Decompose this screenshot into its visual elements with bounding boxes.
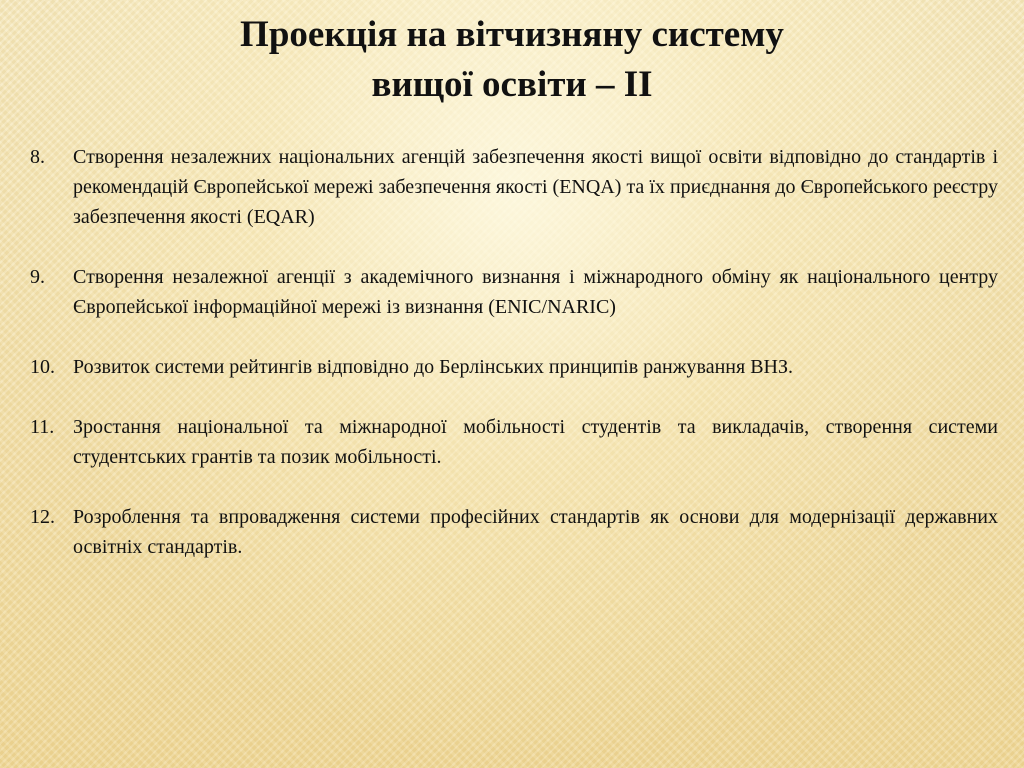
list-item-number: 8. (30, 146, 45, 168)
list-item (30, 412, 998, 472)
slide-title-line-2: вищої освіти – ІІ (371, 64, 653, 105)
list-item-text: Створення незалежної агенції з академічного визнання і міжнародного обміну як національного центру Європейської інформаційної мережі із визнання (ENIC/NARIC) (73, 266, 998, 318)
list-item-number: 11. (30, 416, 55, 438)
slide-title (100, 10, 924, 110)
list-item-text: Зростання національної та міжнародної мобільності студентів та викладачів, створення системи студентських грантів та позик мобільності. (73, 416, 998, 468)
list-item (30, 352, 998, 382)
list-item-text: Розвиток системи рейтингів відповідно до Берлінських принципів ранжування ВНЗ. (73, 356, 793, 378)
list-item-number: 9. (30, 266, 45, 288)
list-item (30, 142, 998, 232)
list-item-text: Розроблення та впровадження системи професійних стандартів як основи для модернізації державних освітніх стандартів. (73, 506, 998, 558)
list-item-text: Створення незалежних національних агенцій забезпечення якості вищої освіти відповідно до стандартів і рекомендацій Європейської мережі забезпечення якості (ENQA) та їх приєднання до Європейського реєстру забезпечення якості (EQAR) (73, 146, 998, 228)
numbered-list (30, 142, 998, 592)
list-item (30, 262, 998, 322)
list-item-number: 10. (30, 356, 55, 378)
list-item (30, 502, 998, 562)
list-item-number: 12. (30, 506, 55, 528)
slide-title-line-1: Проекція на вітчизняну систему (240, 14, 784, 55)
